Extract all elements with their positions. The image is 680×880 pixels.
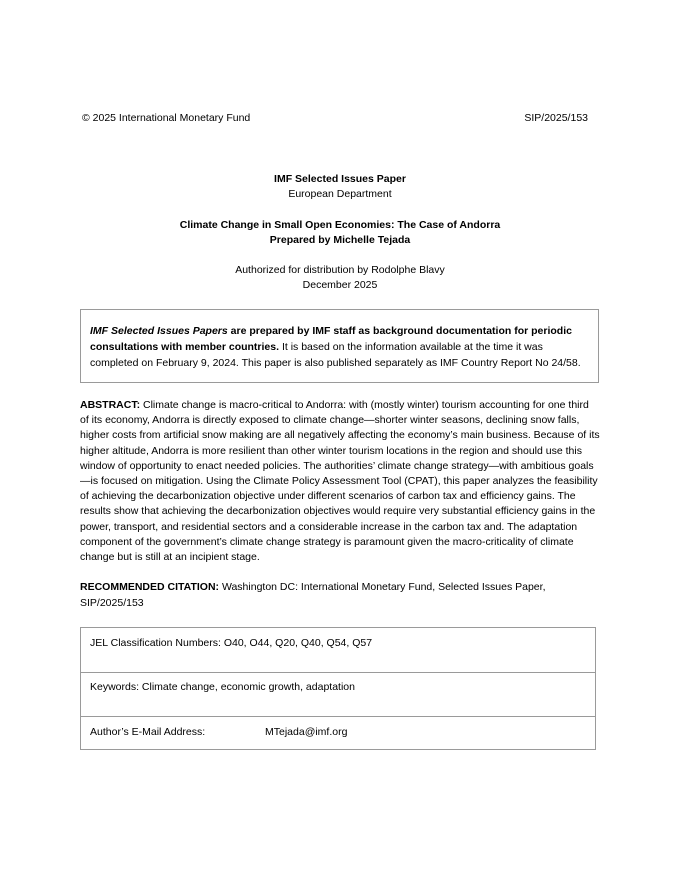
department: European Department [288,188,392,200]
disclaimer-body-text: It is based on the information available at the time it was completed on February 9, 2024. This paper is also published separately as IMF Country Report No 24/58. [90,341,581,369]
jel-codes: JEL Classification Numbers: O40, O44, Q20, Q40, Q54, Q57 [90,637,373,649]
series-number: SIP/2025/153 [524,112,588,124]
citation-text: Washington DC: International Monetary Fund, Selected Issues Paper, SIP/2025/153 [80,581,546,609]
info-table [80,627,596,750]
disclaimer-italic-lead: IMF Selected Issues Papers [90,325,228,337]
disclaimer-box [80,309,599,383]
author-line: Prepared by Michelle Tejada [269,234,411,246]
recommended-citation [80,580,600,611]
disclaimer-bold-text: are prepared by IMF staff as background documentation for periodic consultations with member countries. [90,325,572,353]
citation-label: RECOMMENDED CITATION: [80,581,220,593]
copyright-notice: © 2025 International Monetary Fund [82,112,251,124]
abstract-label: ABSTRACT: [80,399,141,411]
paper-title: Climate Change in Small Open Economies: The Case of Andorra [179,219,501,231]
keywords-row [81,673,595,717]
publication-date: December 2025 [302,279,378,291]
abstract [80,398,600,565]
jel-row [81,628,595,673]
series-title: IMF Selected Issues Paper [274,173,406,185]
email-label: Author’s E-Mail Address: [90,726,206,738]
email-row [81,717,595,749]
keywords: Keywords: Climate change, economic growth, adaptation [90,681,355,693]
abstract-text: Climate change is macro-critical to Andorra: with (mostly winter) tourism accounting for one third of its economy, Andorra is directly exposed to climate change—shorter winter seasons, declining snow falls, higher costs from artificial snow making are all negatively affecting the economy’s main business. Because of its higher altitude, Andorra is more resilient than other winter tourism locations in the region and should use this window of opportunity to enact needed policies. The authorities’ climate change strategy—with ambitious goals—is focused on mitigation. Using the Climate Policy Assessment Tool (CPAT), this paper analyzes the feasibility of achieving the decarbonization objective under different scenarios of carbon tax and efficiency gains. The results show that achieving the decarbonization objectives would require very substantial efficiency gains in the power, transport, and residential sectors and a considerable increase in the carbon tax and. The adaptation component of the government’s climate change strategy is paramount given the macro-criticality of climate change but is still at an incipient stage. [80,399,600,564]
authorized-line: Authorized for distribution by Rodolphe Blavy [235,264,445,276]
author-email: MTejada@imf.org [265,726,348,738]
